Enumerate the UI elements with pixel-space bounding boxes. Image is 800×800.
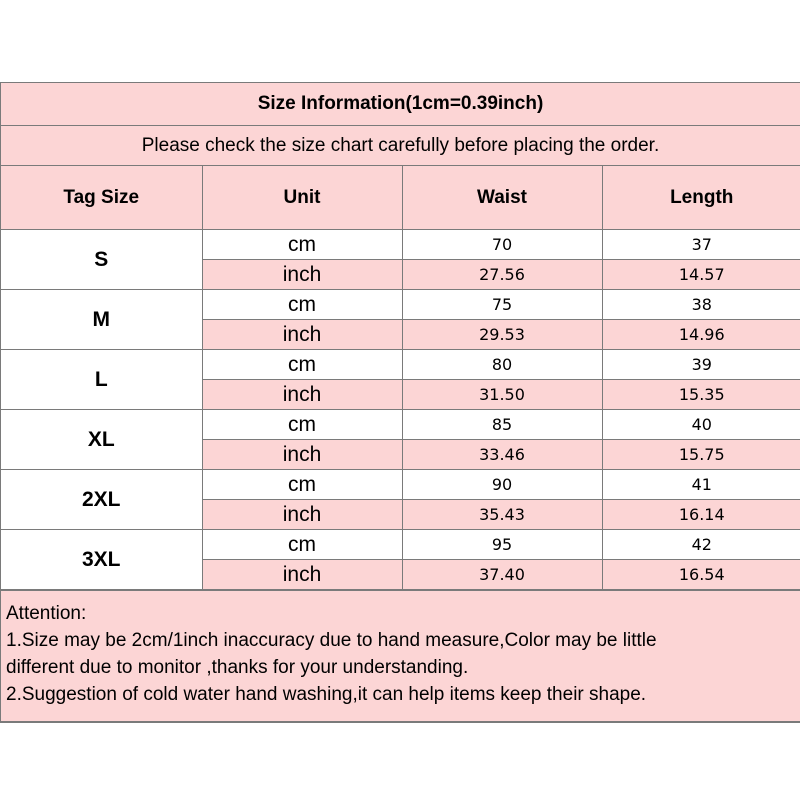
waist-cell: 90: [402, 470, 602, 500]
waist-cell: 29.53: [402, 320, 602, 350]
unit-cell: inch: [202, 500, 402, 530]
unit-cell: inch: [202, 560, 402, 590]
length-cell: 38: [602, 290, 800, 320]
length-cell: 16.54: [602, 560, 800, 590]
table-header-row: [1, 166, 800, 230]
attention-line: different due to monitor ,thanks for your understanding.: [6, 657, 469, 678]
unit-cell: inch: [202, 320, 402, 350]
length-cell: 40: [602, 410, 800, 440]
table-row: [1, 470, 800, 500]
unit-cell: cm: [202, 230, 402, 260]
length-cell: 41: [602, 470, 800, 500]
waist-cell: 37.40: [402, 560, 602, 590]
table-row: [1, 230, 800, 260]
unit-cell: inch: [202, 380, 402, 410]
tag-size-cell: M: [1, 290, 202, 350]
waist-cell: 35.43: [402, 500, 602, 530]
length-cell: 15.75: [602, 440, 800, 470]
unit-cell: inch: [202, 440, 402, 470]
unit-cell: cm: [202, 470, 402, 500]
header-waist: Waist: [402, 166, 602, 230]
size-chart-sheet: [0, 82, 800, 723]
length-cell: 39: [602, 350, 800, 380]
header-unit: Unit: [202, 166, 402, 230]
chart-notice: Please check the size chart carefully before placing the order.: [1, 126, 800, 166]
tag-size-cell: L: [1, 350, 202, 410]
unit-cell: cm: [202, 350, 402, 380]
waist-cell: 70: [402, 230, 602, 260]
table-row: [1, 350, 800, 380]
unit-cell: cm: [202, 410, 402, 440]
waist-cell: 31.50: [402, 380, 602, 410]
length-cell: 42: [602, 530, 800, 560]
attention-line: 1.Size may be 2cm/1inch inaccuracy due to hand measure,Color may be little: [6, 630, 657, 651]
tag-size-cell: 3XL: [1, 530, 202, 590]
attention-heading: Attention:: [6, 603, 87, 624]
length-cell: 37: [602, 230, 800, 260]
table-row: [1, 530, 800, 560]
table-row: [1, 290, 800, 320]
tag-size-cell: S: [1, 230, 202, 290]
header-tag-size: Tag Size: [1, 166, 202, 230]
length-cell: 15.35: [602, 380, 800, 410]
tag-size-cell: XL: [1, 410, 202, 470]
unit-cell: cm: [202, 290, 402, 320]
header-length: Length: [602, 166, 800, 230]
length-cell: 14.57: [602, 260, 800, 290]
table-row: [1, 410, 800, 440]
attention-notes: [1, 590, 800, 722]
size-table: [1, 166, 800, 590]
waist-cell: 75: [402, 290, 602, 320]
waist-cell: 80: [402, 350, 602, 380]
tag-size-cell: 2XL: [1, 470, 202, 530]
length-cell: 14.96: [602, 320, 800, 350]
waist-cell: 85: [402, 410, 602, 440]
attention-line: 2.Suggestion of cold water hand washing,it can help items keep their shape.: [6, 684, 647, 705]
length-cell: 16.14: [602, 500, 800, 530]
chart-title: Size Information(1cm=0.39inch): [1, 83, 800, 126]
waist-cell: 33.46: [402, 440, 602, 470]
waist-cell: 95: [402, 530, 602, 560]
waist-cell: 27.56: [402, 260, 602, 290]
unit-cell: inch: [202, 260, 402, 290]
unit-cell: cm: [202, 530, 402, 560]
